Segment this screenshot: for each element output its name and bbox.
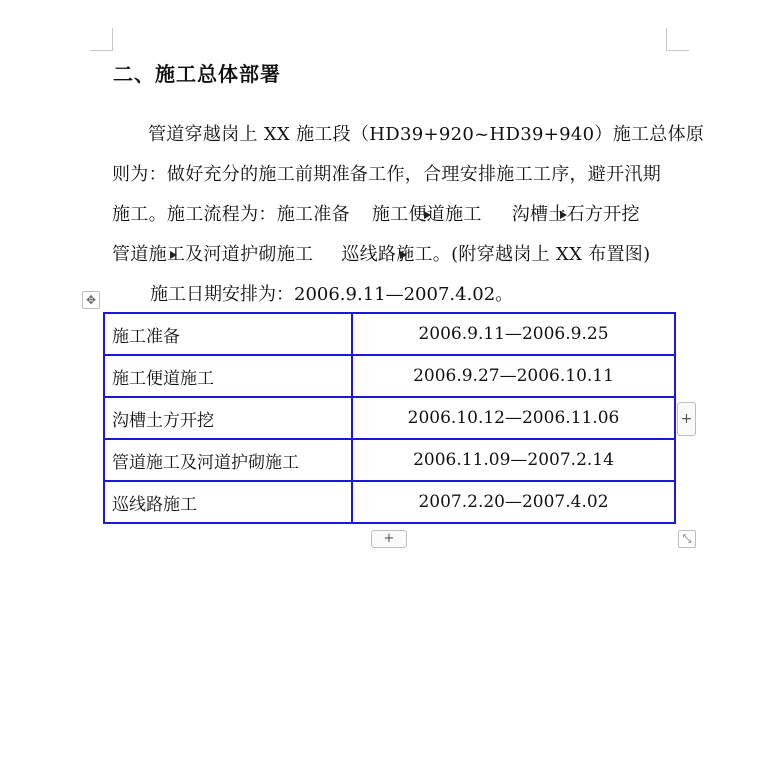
table-move-icon[interactable]: ✥ xyxy=(82,291,100,309)
table-row xyxy=(104,313,675,355)
paragraph-line-3 xyxy=(112,195,668,235)
add-row-button[interactable]: + xyxy=(371,530,407,548)
table-row xyxy=(104,355,675,397)
flow-step-1: 施工。施工流程为：施工准备 xyxy=(112,204,350,225)
schedule-intro: 施工日期安排为：2006.9.11—2007.4.02。 xyxy=(150,284,514,305)
period-cell[interactable]: 2006.9.11—2006.9.25 xyxy=(352,313,675,355)
schedule-table xyxy=(103,312,676,524)
crop-mark-top-left xyxy=(90,28,113,51)
add-column-button[interactable]: + xyxy=(677,402,696,436)
task-cell[interactable]: 施工便道施工 xyxy=(104,355,352,397)
flow-step-4: 管道施工及河道护砌施工 xyxy=(112,244,314,265)
arrow-right-icon xyxy=(400,251,407,259)
period-cell[interactable]: 2006.9.27—2006.10.11 xyxy=(352,355,675,397)
section-heading: 二、施工总体部署 xyxy=(113,62,281,86)
period-cell[interactable]: 2006.11.09—2007.2.14 xyxy=(352,439,675,481)
task-cell[interactable]: 沟槽土方开挖 xyxy=(104,397,352,439)
flow-step-3: 沟槽土石方开挖 xyxy=(511,204,640,225)
paragraph-line-4 xyxy=(112,235,668,275)
resize-icon[interactable]: ⤡ xyxy=(678,530,696,548)
task-cell[interactable]: 施工准备 xyxy=(104,313,352,355)
table-row xyxy=(104,439,675,481)
paragraph-line-2: 则为：做好充分的施工前期准备工作，合理安排施工工序，避开汛期 xyxy=(112,164,661,185)
arrow-right-icon xyxy=(560,211,567,219)
crop-mark-top-right xyxy=(666,28,689,51)
body-paragraph xyxy=(112,115,705,275)
flow-step-5: 巡线路施工。(附穿越岗上 XX 布置图) xyxy=(341,244,651,265)
table-row xyxy=(104,397,675,439)
arrow-right-icon xyxy=(170,251,177,259)
table-row xyxy=(104,481,675,523)
period-cell[interactable]: 2007.2.20—2007.4.02 xyxy=(352,481,675,523)
task-cell[interactable]: 巡线路施工 xyxy=(104,481,352,523)
arrow-right-icon xyxy=(424,211,431,219)
task-cell[interactable]: 管道施工及河道护砌施工 xyxy=(104,439,352,481)
period-cell[interactable]: 2006.10.12—2006.11.06 xyxy=(352,397,675,439)
paragraph-line-1: 管道穿越岗上 XX 施工段（HD39+920~HD39+940）施工总体原 xyxy=(148,124,705,145)
flow-step-2: 施工便道施工 xyxy=(371,204,482,225)
